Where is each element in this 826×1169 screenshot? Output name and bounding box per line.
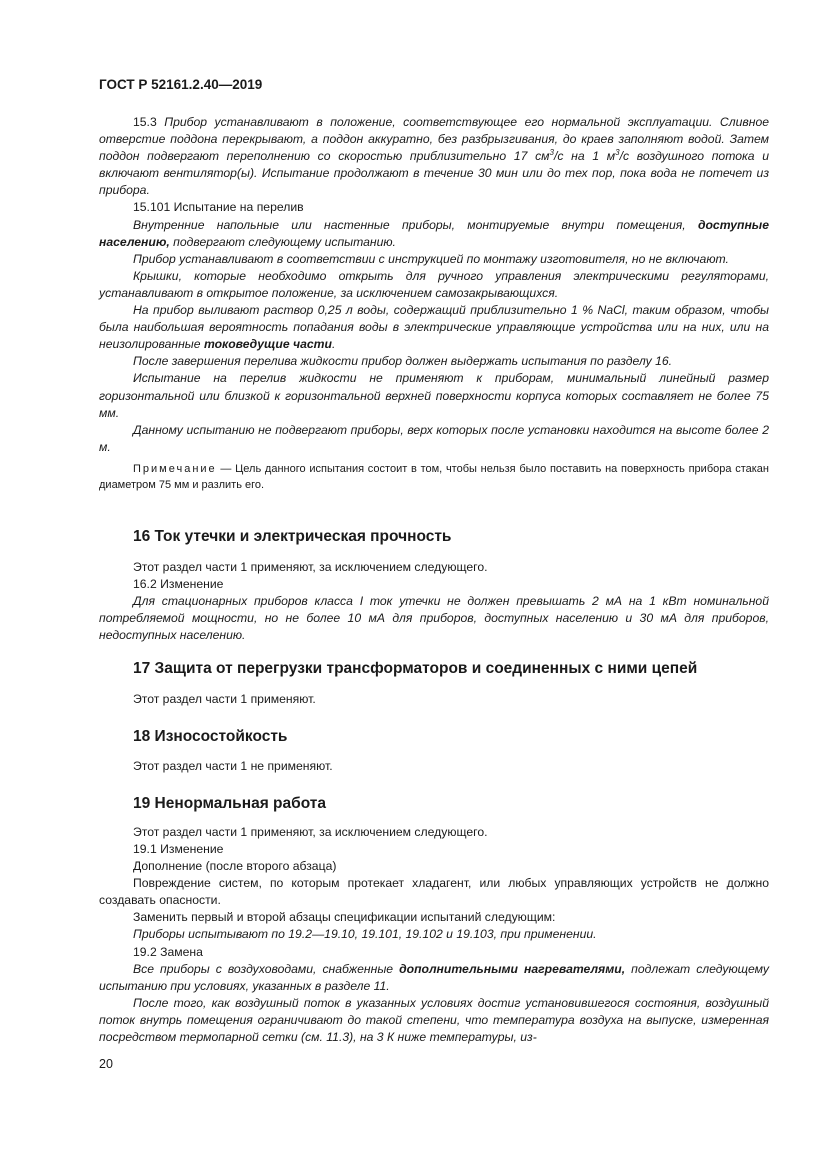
clause-text [99, 115, 769, 197]
paragraph: Испытание на перелив жидкости не применяют к приборам, минимальный линейный размер горизонтальной или близкой к горизонтальной верхней поверхности корпуса которых составляет не более 75 мм. [99, 371, 769, 420]
clause-title-15-101: 15.101 Испытание на перелив [133, 200, 304, 215]
text-run: . [331, 337, 336, 352]
paragraph: Приборы испытывают по 19.2—19.10, 19.101, 19.102 и 19.103, при применении. [133, 927, 597, 942]
paragraph: Этот раздел части 1 применяют, за исключением следующего. [133, 559, 488, 574]
text-run: На прибор выливают раствор 0,25 л воды, содержащий приблизительно 1 % NaCl, таким образом, чтобы была наибольшая вероятность попадания воды в электрические управляющие устройства или на них, или на неизолированные [99, 303, 769, 352]
text-run: /с на 1 м [553, 149, 616, 164]
note-label: Примечание [133, 462, 217, 475]
paragraph: Для стационарных приборов класса I ток утечки не должен превышать 2 мА на 1 кВт номинальной потребляемой мощности, но не более 10 мА для приборов, доступных населению и 30 мА для приборов, недоступных населению. [99, 594, 769, 643]
paragraph: Повреждение систем, по которым протекает хладагент, или любых управляющих устройств не должно создавать опасности. [99, 876, 769, 908]
page-number: 20 [99, 1057, 113, 1071]
paragraph [99, 302, 769, 353]
paragraph: Этот раздел части 1 не применяют. [133, 758, 333, 773]
paragraph: После того, как воздушный поток в указанных условиях достиг установившегося состояния, воздушный поток внутрь помещения ограничивают до такой степени, что температура воздуха на выпуске, измеренная посредством термопарной сетки (см. 11.3), на 3 К ниже температуры, из- [99, 995, 769, 1045]
defined-term: доступные населению, [99, 217, 769, 249]
paragraph: Данному испытанию не подвергают приборы, верх которых после установки находится на высоте более 2 м. [99, 422, 769, 454]
text-run: /с воздушного потока и включают вентилятор(ы). Испытание продолжают в течение 30 мин или до тех пор, пока вода не потечет из прибора. [99, 149, 769, 198]
section-heading-19: 19 Ненормальная работа [133, 794, 327, 812]
text-run: подлежат следующему испытанию при условиях, указанных в разделе 11. [99, 961, 769, 993]
text-run: подвергают следующему испытанию. [169, 234, 396, 249]
page-header-standard: ГОСТ Р 52161.2.40—2019 [99, 77, 263, 92]
paragraph: 16.2 Изменение [133, 577, 224, 592]
text-run: Все приборы с воздуховодами, снабженные [133, 961, 400, 976]
superscript: 3 [549, 148, 554, 158]
clause-number: 15.3 [133, 115, 157, 129]
paragraph: После завершения перелива жидкости прибор должен выдержать испытания по разделу 16. [133, 354, 673, 369]
section-heading-18: 18 Износостойкость [133, 727, 288, 745]
paragraph: 19.1 Изменение [133, 842, 224, 856]
paragraph: Этот раздел части 1 применяют, за исключением следующего. [133, 824, 488, 839]
defined-term: токоведущие части [203, 337, 332, 352]
paragraph: Крышки, которые необходимо открыть для ручного управления электрическими регуляторами, устанавливают в открытое положение, за исключением самозакрывающихся. [99, 268, 769, 300]
text-run: Прибор устанавливают в положение, соответствующее его нормальной эксплуатации. Сливное отверстие поддона перекрывают, а поддон аккуратно, без разбрызгивания, до краев заполняют водой. Затем поддон подвергают переполнению со скоростью приблизительно 17 см [99, 115, 769, 164]
note [99, 461, 769, 493]
section-heading-17: 17 Защита от перегрузки трансформаторов и соединенных с ними цепей [133, 660, 698, 678]
paragraph: Заменить первый и второй абзацы спецификации испытаний следующим: [133, 910, 556, 925]
superscript: 3 [615, 148, 620, 158]
paragraph: Этот раздел части 1 применяют. [133, 691, 316, 706]
section-heading-16: 16 Ток утечки и электрическая прочность [133, 527, 452, 545]
text-run: Внутренние напольные или настенные приборы, монтируемые внутри помещения, [133, 217, 698, 232]
paragraph: Дополнение (после второго абзаца) [133, 859, 337, 874]
paragraph [99, 217, 769, 251]
note-text: — Цель данного испытания состоит в том, чтобы нельзя было поставить на поверхность прибора стакан диаметром 75 мм и разлить его. [99, 462, 769, 491]
document-body [99, 114, 769, 1046]
paragraph [99, 961, 769, 995]
defined-term: дополнительными нагревателями, [399, 961, 626, 976]
paragraph-15-3 [99, 114, 769, 199]
paragraph: Прибор устанавливают в соответствии с инструкцией по монтажу изготовителя, но не включают. [133, 251, 729, 266]
paragraph: 19.2 Замена [133, 944, 203, 959]
